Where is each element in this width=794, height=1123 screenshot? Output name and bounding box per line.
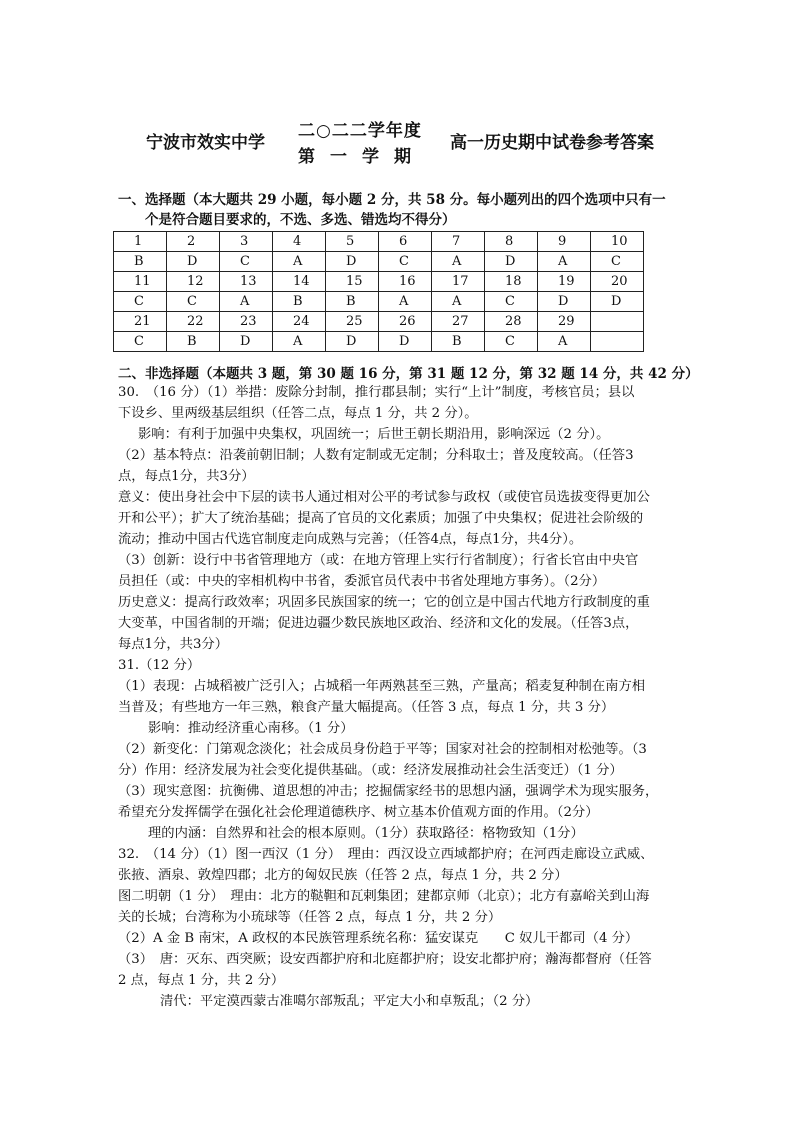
table-cell: A: [379, 292, 432, 312]
text-line: （2）基本特点：沿袭前朝旧制；人数有定制或无定制；分科取士；普及度较高。（任答3: [118, 448, 634, 463]
table-cell: 28: [485, 312, 538, 332]
table-cell: D: [220, 332, 273, 352]
text-line: 员担任（或：中央的宰相机构中书省，委派官员代表中书省处理地方事务）。（2分）: [118, 574, 606, 589]
table-cell: 15: [326, 272, 379, 292]
school-name: 宁波市效实中学: [146, 133, 265, 153]
table-cell: 9: [538, 232, 591, 252]
text-line: 意义：使出身社会中下层的读书人通过相对公平的考试参与政权（或使官员选拔变得更加公: [118, 490, 650, 505]
exam-title: [0, 118, 794, 170]
table-cell: B: [273, 292, 326, 312]
table-cell: C: [485, 292, 538, 312]
table-cell: 2: [167, 232, 220, 252]
table-cell: 23: [220, 312, 273, 332]
table-cell: A: [273, 252, 326, 272]
table-row: [114, 332, 644, 352]
text-line: 影响：推动经济重心南移。（1 分）: [148, 721, 354, 736]
table-row: [114, 312, 644, 332]
section-1-line-2: 个是符合题目要求的，不选、多选、错选均不得分）: [145, 212, 456, 228]
table-cell: 21: [114, 312, 167, 332]
text-line: 分）作用：经济发展为社会变化提供基础。（或：经济发展推动社会生活变迁）（1 分）: [118, 763, 623, 778]
table-cell: 4: [273, 232, 326, 252]
text-line: 31.（12 分）: [118, 658, 201, 673]
table-cell: D: [326, 332, 379, 352]
text-line: 大变革，中国省制的开端；促进边疆少数民族地区政治、经济和文化的发展。（任答3点，: [118, 616, 639, 631]
text-line: 当普及；有些地方一年三熟，粮食产量大幅提高。（任答 3 点，每点 1 分，共 3 分）: [118, 700, 615, 715]
table-cell: [591, 332, 644, 352]
table-cell: C: [167, 292, 220, 312]
table-cell: B: [326, 292, 379, 312]
text-line: 希望充分发挥儒学在强化社会伦理道德秩序、树立基本价值观方面的作用。（2分）: [118, 805, 599, 820]
section-1-heading: [118, 190, 678, 230]
table-cell: D: [538, 292, 591, 312]
table-cell: 19: [538, 272, 591, 292]
table-cell: 16: [379, 272, 432, 292]
table-cell: 7: [432, 232, 485, 252]
table-cell: 3: [220, 232, 273, 252]
exam-name: 高一历史期中试卷参考答案: [450, 133, 654, 153]
text-line: 下设乡、里两级基层组织（任答二点，每点 1 分，共 2 分）。: [118, 406, 478, 421]
table-cell: A: [432, 292, 485, 312]
table-cell: 13: [220, 272, 273, 292]
text-line: （2）新变化：门第观念淡化；社会成员身份趋于平等；国家对社会的控制相对松弛等。（3: [118, 742, 647, 757]
table-cell: 8: [485, 232, 538, 252]
school-year-line2: 第一学期: [298, 147, 426, 167]
text-line: 张掖、酒泉、敦煌四郡；北方的匈奴民族（任答 2 点，每点 1 分，共 2 分）: [118, 868, 568, 883]
table-cell: A: [538, 252, 591, 272]
text-line: 影响：有利于加强中央集权，巩固统一；后世王朝长期沿用，影响深远（2 分）。: [138, 427, 610, 442]
table-cell: D: [485, 252, 538, 272]
table-row: [114, 292, 644, 312]
table-cell: 14: [273, 272, 326, 292]
school-year-line1: 二○二二学年度: [298, 121, 422, 141]
table-cell: C: [114, 332, 167, 352]
table-cell: 6: [379, 232, 432, 252]
table-cell: A: [220, 292, 273, 312]
table-row: [114, 272, 644, 292]
text-line: 2 点，每点 1 分，共 2 分）: [118, 973, 285, 988]
table-cell: 18: [485, 272, 538, 292]
table-cell: 27: [432, 312, 485, 332]
text-line: 开和公平）；扩大了统治基础；提高了官员的文化素质；加强了中央集权；促进社会阶级的: [118, 511, 644, 526]
text-line: 30. （16 分）（1）举措：废除分封制，推行郡县制；实行“上计”制度，考核官员；县以: [118, 385, 635, 400]
text-line: 图二明朝（1 分） 理由：北方的鞑靼和瓦剌集团；建都京师（北京）；北方有嘉峪关到山海: [118, 889, 650, 904]
text-line: （3） 唐：灭东、西突厥；设安西都护府和北庭都护府；设安北都护府；瀚海都督府（任答: [118, 952, 652, 967]
table-cell: D: [167, 252, 220, 272]
table-cell: 25: [326, 312, 379, 332]
table-cell: A: [538, 332, 591, 352]
table-cell: D: [591, 292, 644, 312]
table-cell: 26: [379, 312, 432, 332]
school-year: [298, 118, 438, 170]
table-cell: A: [432, 252, 485, 272]
text-line: 32. （14 分）（1）图一西汉（1 分） 理由：西汉设立西域都护府；在河西走廊设立武威、: [118, 847, 654, 862]
text-line: 清代：平定漠西蒙古准噶尔部叛乱；平定大小和卓叛乱；（2 分）: [160, 994, 539, 1009]
text-line: 历史意义：提高行政效率；巩固多民族国家的统一；它的创立是中国古代地方行政制度的重: [118, 595, 650, 610]
table-cell: 17: [432, 272, 485, 292]
table-cell: 29: [538, 312, 591, 332]
text-line: 关的长城；台湾称为小琉球等（任答 2 点，每点 1 分，共 2 分）: [118, 910, 502, 925]
table-cell: C: [591, 252, 644, 272]
table-cell: C: [220, 252, 273, 272]
answer-body: [118, 382, 680, 1012]
text-line: 每点1分，共3分）: [118, 637, 228, 652]
table-cell: C: [485, 332, 538, 352]
text-line: （3）现实意图：抗衡佛、道思想的冲击；挖掘儒家经书的思想内涵，强调学术为现实服务，: [118, 784, 659, 799]
text-line: （1）表现：占城稻被广泛引入；占城稻一年两熟甚至三熟，产量高；稻麦复种制在南方相: [118, 679, 646, 694]
text-line: 点，每点1分，共3分）: [118, 469, 255, 484]
table-cell: 11: [114, 272, 167, 292]
text-line: 理的内涵：自然界和社会的根本原则。（1分）获取路径：格物致知（1分）: [148, 826, 584, 841]
table-cell: 1: [114, 232, 167, 252]
section-1-line-1: 一、选择题（本大题共 29 小题，每小题 2 分，共 58 分。每小题列出的四个选项中只有一: [118, 192, 666, 208]
table-cell: C: [114, 292, 167, 312]
table-cell: B: [114, 252, 167, 272]
table-cell: 10: [591, 232, 644, 252]
table-cell: D: [379, 332, 432, 352]
table-cell: B: [167, 332, 220, 352]
table-cell: D: [326, 252, 379, 272]
table-cell: 22: [167, 312, 220, 332]
table-cell: 24: [273, 312, 326, 332]
table-row: [114, 252, 644, 272]
text-line: （3）创新：设行中书省管理地方（或：在地方管理上实行行省制度）；行省长官由中央官: [118, 553, 639, 568]
text-line: 流动；推动中国古代选官制度走向成熟与完善；（任答4点，每点1分，共4分）。: [118, 532, 583, 547]
table-cell: [591, 312, 644, 332]
section-2-heading: 二、非选择题（本题共 3 题，第 30 题 16 分，第 31 题 12 分，第 32 题 14 分，共 42 分）: [118, 366, 699, 382]
text-line: （2）A 金 B 南宋，A 政权的本民族管理系统名称：猛安谋克 C 奴儿干都司（4 分）: [118, 931, 639, 946]
answer-table: [113, 231, 644, 352]
table-cell: 20: [591, 272, 644, 292]
table-cell: C: [379, 252, 432, 272]
table-cell: A: [273, 332, 326, 352]
table-cell: B: [432, 332, 485, 352]
table-row: [114, 232, 644, 252]
table-cell: 5: [326, 232, 379, 252]
table-cell: 12: [167, 272, 220, 292]
